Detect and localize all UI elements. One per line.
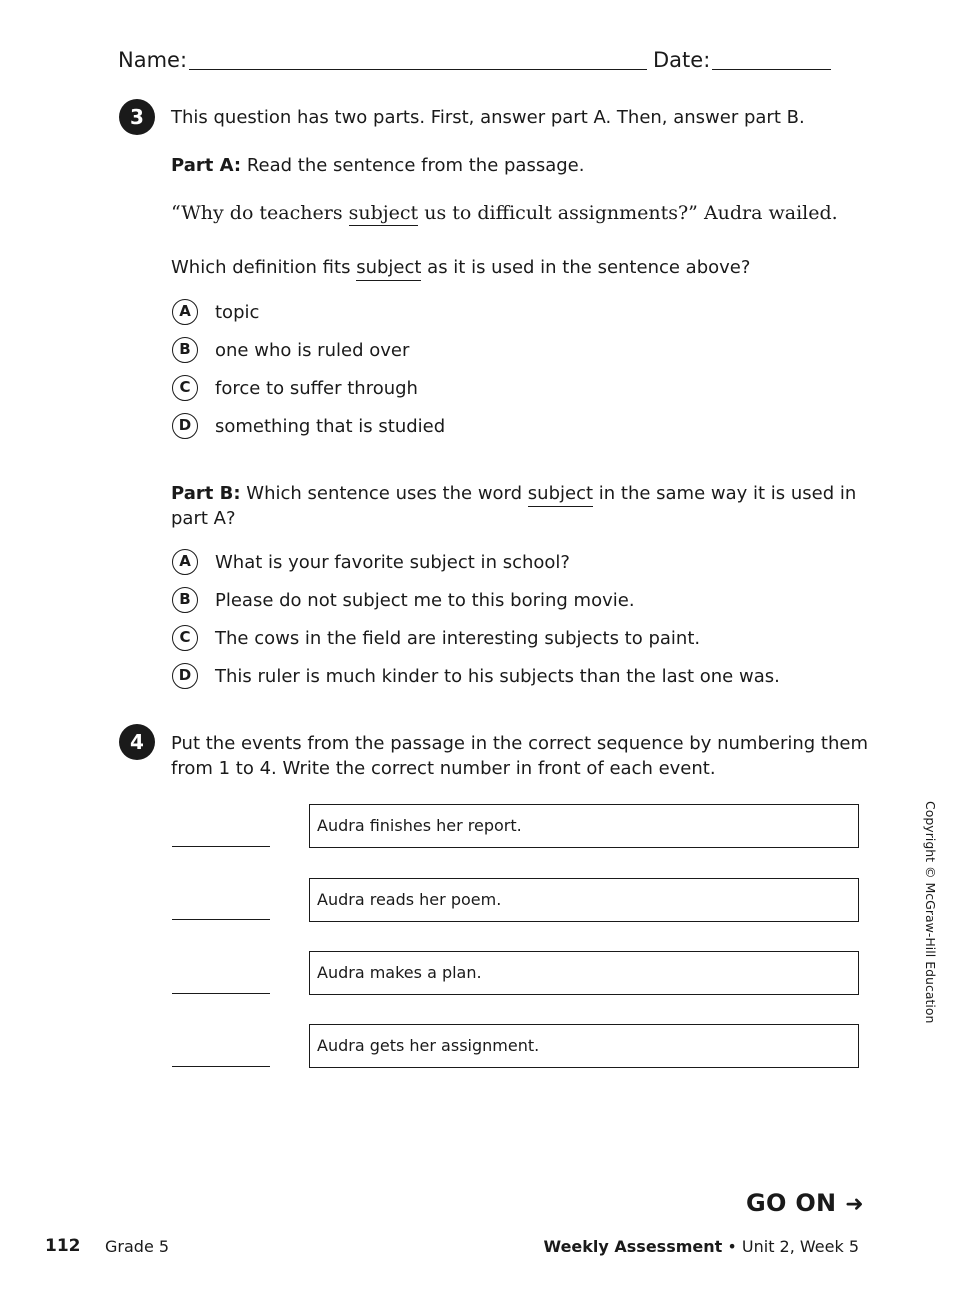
part-a-question-after: as it is used in the sentence above? (421, 257, 751, 278)
part-b-question (171, 481, 856, 507)
choice-text: force to suffer through (215, 377, 418, 399)
q4-instruction-line2: from 1 to 4. Write the correct number in front of each event. (171, 758, 716, 779)
q4-instruction-line1: Put the events from the passage in the correct sequence by numbering them (171, 733, 868, 754)
q3-intro: This question has two parts. First, answer part A. Then, answer part B. (171, 107, 805, 128)
part-b-choice-c[interactable] (172, 623, 700, 653)
quote-underlined-word: subject (348, 202, 419, 224)
part-a-choice-a[interactable] (172, 297, 259, 327)
copyright-notice: Copyright © McGraw-Hill Education (923, 801, 938, 1024)
question-number-4: 4 (119, 724, 155, 760)
name-label: Name: (118, 48, 188, 72)
go-on-label (746, 1189, 864, 1217)
date-line[interactable] (712, 69, 831, 70)
part-a-heading (171, 153, 584, 178)
grade-label: Grade 5 (105, 1237, 170, 1256)
part-a-instruction: Read the sentence from the passage. (246, 155, 585, 176)
go-on-text: GO ON (746, 1189, 837, 1217)
part-a-question-before: Which definition fits (171, 257, 357, 278)
sequence-blank-3[interactable] (172, 993, 270, 994)
assessment-title: Weekly Assessment (543, 1237, 723, 1256)
quote-text-after: us to difficult assignments?” Audra wailed. (418, 202, 838, 224)
date-label: Date: (653, 48, 711, 72)
choice-bubble-c[interactable]: C (172, 375, 198, 401)
sequence-blank-2[interactable] (172, 919, 270, 920)
part-a-label: Part A: (171, 155, 242, 176)
part-a-choice-d[interactable] (172, 411, 445, 441)
choice-bubble-d[interactable]: D (172, 663, 198, 689)
part-a-choice-c[interactable] (172, 373, 418, 403)
question-number-3: 3 (119, 99, 155, 135)
unit-week: Unit 2, Week 5 (741, 1237, 859, 1256)
choice-text: one who is ruled over (215, 339, 410, 361)
part-b-choice-d[interactable] (172, 661, 780, 691)
choice-bubble-b[interactable]: B (172, 587, 198, 613)
part-b-choice-a[interactable] (172, 547, 570, 577)
choice-bubble-a[interactable]: A (172, 299, 198, 325)
event-box-1: Audra finishes her report. (309, 804, 859, 848)
part-a-question-word: subject (356, 257, 421, 281)
part-a-choice-b[interactable] (172, 335, 409, 365)
choice-bubble-d[interactable]: D (172, 413, 198, 439)
choice-bubble-b[interactable]: B (172, 337, 198, 363)
part-b-question-line2: part A? (171, 508, 236, 529)
event-box-2: Audra reads her poem. (309, 878, 859, 922)
choice-bubble-a[interactable]: A (172, 549, 198, 575)
quote-text-before: “Why do teachers (171, 202, 349, 224)
assessment-info (543, 1237, 859, 1257)
sequence-blank-1[interactable] (172, 846, 270, 847)
part-b-question-after: in the same way it is used in (593, 483, 857, 504)
part-b-choice-b[interactable] (172, 585, 635, 615)
choice-text: topic (215, 301, 260, 323)
part-b-label: Part B: (171, 483, 241, 504)
footer-separator: • (722, 1237, 742, 1256)
page-number: 112 (45, 1236, 81, 1256)
event-box-4: Audra gets her assignment. (309, 1024, 859, 1068)
event-box-3: Audra makes a plan. (309, 951, 859, 995)
choice-text: What is your favorite subject in school? (215, 551, 570, 573)
part-b-question-before: Which sentence uses the word (246, 483, 528, 504)
arrow-right-icon: ➜ (845, 1192, 864, 1217)
choice-text: The cows in the field are interesting subjects to paint. (215, 627, 701, 649)
sequence-blank-4[interactable] (172, 1066, 270, 1067)
name-line[interactable] (189, 69, 647, 70)
passage-quote (171, 200, 838, 226)
choice-text: something that is studied (215, 415, 446, 437)
part-a-question (171, 255, 750, 281)
choice-text: Please do not subject me to this boring movie. (215, 589, 635, 611)
choice-bubble-c[interactable]: C (172, 625, 198, 651)
part-b-question-word: subject (528, 483, 593, 507)
choice-text: This ruler is much kinder to his subjects than the last one was. (215, 665, 780, 687)
